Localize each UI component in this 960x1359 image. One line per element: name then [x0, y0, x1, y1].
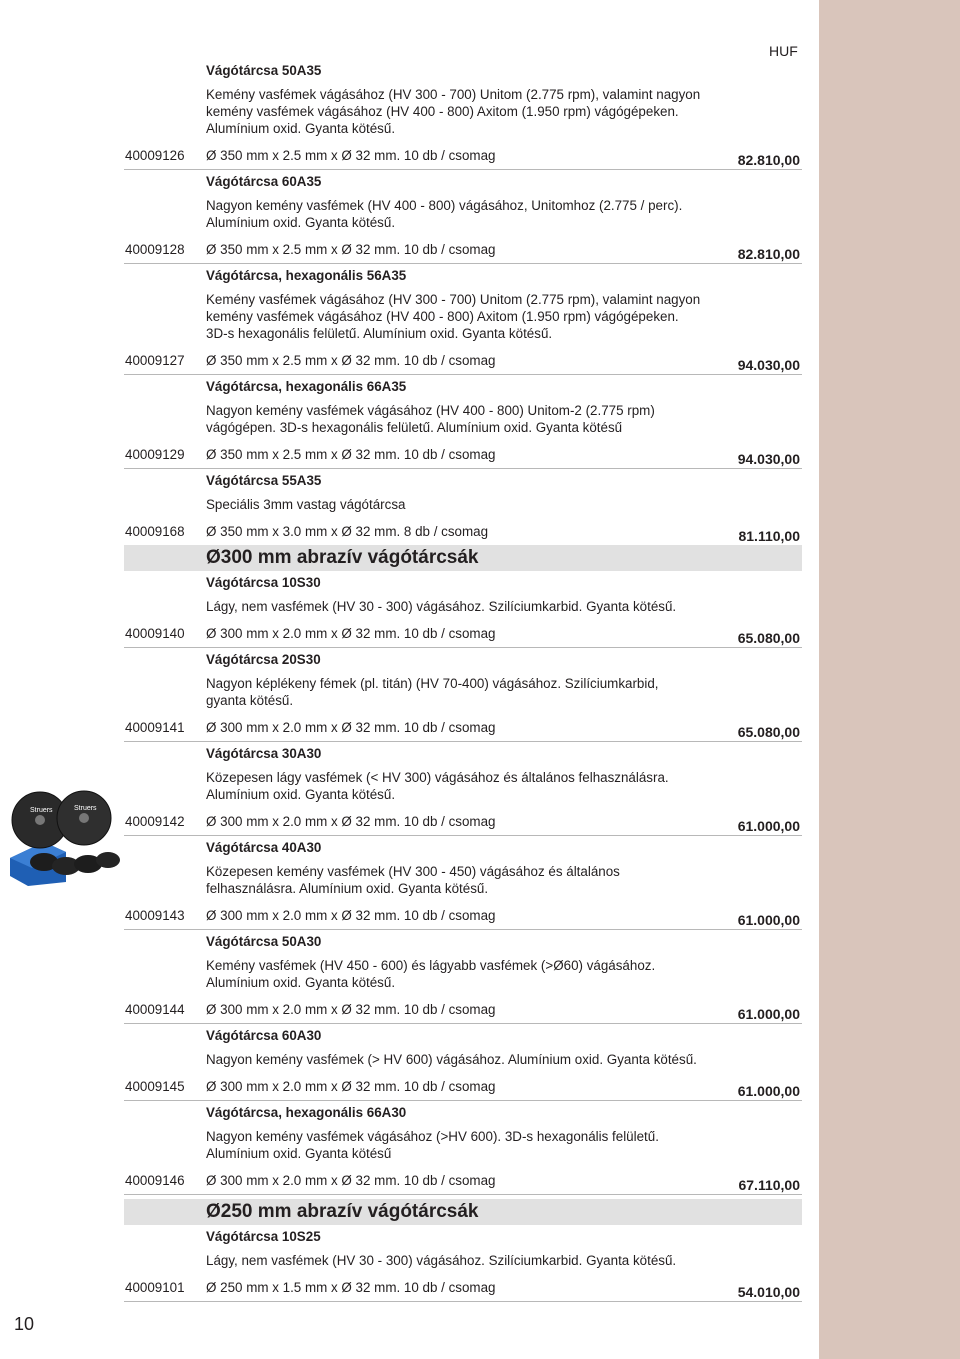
- product-price: 61.000,00: [737, 1083, 800, 1099]
- page-number: 10: [14, 1314, 35, 1334]
- products-300-table: [124, 545, 802, 1195]
- product-spec: Ø 350 mm x 2.5 mm x Ø 32 mm. 10 db / csomag: [206, 242, 496, 257]
- product-price: 54.010,00: [737, 1284, 800, 1300]
- product-spec: Ø 350 mm x 2.5 mm x Ø 32 mm. 10 db / csomag: [206, 353, 496, 368]
- product-price: 82.810,00: [737, 246, 800, 262]
- currency-label: HUF: [769, 43, 798, 59]
- product-description: Speciális 3mm vastag vágótárcsa: [206, 497, 406, 512]
- products-250-table: [124, 1199, 802, 1302]
- section-title: Ø250 mm abrazív vágótárcsák: [206, 1201, 479, 1222]
- product-item: [124, 742, 802, 836]
- product-price: 67.110,00: [738, 1177, 800, 1193]
- product-spec: Ø 300 mm x 2.0 mm x Ø 32 mm. 10 db / csomag: [206, 908, 496, 923]
- product-name: Vágótárcsa 10S25: [206, 1229, 321, 1244]
- right-sidebar-band: [819, 0, 960, 1359]
- product-code: 40009101: [125, 1280, 185, 1295]
- product-description: Kemény vasfémek (HV 450 - 600) és lágyabb vasfémek (>Ø60) vágásához. Alumínium oxid. Gyanta kötésű.: [206, 958, 656, 990]
- product-spec-row: [124, 806, 802, 836]
- product-code: 40009140: [125, 626, 185, 641]
- product-price: 81.110,00: [738, 528, 800, 544]
- product-spec-row: [124, 994, 802, 1024]
- product-spec-row: [124, 618, 802, 648]
- product-name: Vágótárcsa 50A30: [206, 934, 322, 949]
- product-code: 40009168: [125, 524, 185, 539]
- product-price: 94.030,00: [737, 357, 800, 373]
- product-spec: Ø 250 mm x 1.5 mm x Ø 32 mm. 10 db / csomag: [206, 1280, 496, 1295]
- product-name: Vágótárcsa 30A30: [206, 746, 322, 761]
- product-description: Közepesen kemény vasfémek (HV 300 - 450) vágásához és általános felhasználásra. Alumínium oxid. Gyanta kötésű.: [206, 864, 620, 896]
- product-price: 61.000,00: [737, 818, 800, 834]
- product-description: Nagyon kemény vasfémek (HV 400 - 800) vágásához, Unitomhoz (2.775 / perc). Alumínium oxid. Gyanta kötésű.: [206, 198, 683, 230]
- product-item: [124, 930, 802, 1024]
- disc-logo-text: Struers: [74, 805, 97, 812]
- product-price: 65.080,00: [737, 724, 800, 740]
- product-description: Nagyon képlékeny fémek (pl. titán) (HV 70-400) vágásához. Szilíciumkarbid, gyanta kötésű.: [206, 676, 659, 708]
- product-price: 65.080,00: [737, 630, 800, 646]
- products-350-table: [124, 59, 802, 546]
- product-code: 40009127: [125, 353, 185, 368]
- product-item: [124, 469, 802, 546]
- product-code: 40009126: [125, 148, 185, 163]
- product-spec-row: [124, 1071, 802, 1101]
- product-item: [124, 571, 802, 648]
- product-code: 40009144: [125, 1002, 185, 1017]
- product-spec: Ø 300 mm x 2.0 mm x Ø 32 mm. 10 db / csomag: [206, 1002, 496, 1017]
- product-spec-row: [124, 516, 802, 546]
- product-code: 40009129: [125, 447, 185, 462]
- product-description: Lágy, nem vasfémek (HV 30 - 300) vágásához. Szilíciumkarbid. Gyanta kötésű.: [206, 1253, 677, 1268]
- product-code: 40009142: [125, 814, 185, 829]
- product-description: Kemény vasfémek vágásához (HV 300 - 700) Unitom (2.775 rpm), valamint nagyon kemény vasfémek vágásához (HV 400 - 800) Axitom (1.950 rpm) vágógépeken. 3D-s hexagonális felületű. Alumínium oxid. Gyanta kötésű.: [206, 292, 701, 341]
- product-spec: Ø 300 mm x 2.0 mm x Ø 32 mm. 10 db / csomag: [206, 720, 496, 735]
- product-spec-row: [124, 234, 802, 264]
- product-name: Vágótárcsa 40A30: [206, 840, 322, 855]
- product-name: Vágótárcsa 50A35: [206, 63, 322, 78]
- product-spec: Ø 300 mm x 2.0 mm x Ø 32 mm. 10 db / csomag: [206, 626, 496, 641]
- product-item: [124, 59, 802, 170]
- product-name: Vágótárcsa 20S30: [206, 652, 321, 667]
- product-name: Vágótárcsa, hexagonális 56A35: [206, 268, 407, 283]
- product-item: [124, 1225, 802, 1302]
- product-spec-row: [124, 712, 802, 742]
- product-item: [124, 1101, 802, 1195]
- product-description: Közepesen lágy vasfémek (< HV 300) vágásához és általános felhasználásra. Alumínium oxid. Gyanta kötésű.: [206, 770, 669, 802]
- disc-logo-text: Struers: [30, 807, 53, 814]
- product-name: Vágótárcsa 55A35: [206, 473, 322, 488]
- product-spec-row: [124, 900, 802, 930]
- product-description: Kemény vasfémek vágásához (HV 300 - 700) Unitom (2.775 rpm), valamint nagyon kemény vasfémek vágásához (HV 400 - 800) Axitom (1.950 rpm) vágógépeken. Alumínium oxid. Gyanta kötésű.: [206, 87, 701, 136]
- product-item: [124, 170, 802, 264]
- product-name: Vágótárcsa, hexagonális 66A30: [206, 1105, 407, 1120]
- product-item: [124, 648, 802, 742]
- product-spec: Ø 300 mm x 2.0 mm x Ø 32 mm. 10 db / csomag: [206, 814, 496, 829]
- product-code: 40009143: [125, 908, 185, 923]
- product-spec-row: [124, 1272, 802, 1302]
- product-price: 82.810,00: [737, 152, 800, 168]
- section-title: Ø300 mm abrazív vágótárcsák: [206, 547, 479, 568]
- product-name: Vágótárcsa 60A30: [206, 1028, 322, 1043]
- product-price: 94.030,00: [737, 451, 800, 467]
- product-spec-row: [124, 140, 802, 170]
- product-description: Nagyon kemény vasfémek vágásához (>HV 600). 3D-s hexagonális felületű. Alumínium oxid. Gyanta kötésű: [206, 1129, 659, 1161]
- product-spec: Ø 350 mm x 2.5 mm x Ø 32 mm. 10 db / csomag: [206, 148, 496, 163]
- product-code: 40009145: [125, 1079, 185, 1094]
- product-spec-row: [124, 439, 802, 469]
- product-spec: Ø 300 mm x 2.0 mm x Ø 32 mm. 10 db / csomag: [206, 1173, 496, 1188]
- product-code: 40009128: [125, 242, 185, 257]
- product-name: Vágótárcsa, hexagonális 66A35: [206, 379, 407, 394]
- product-item: [124, 375, 802, 469]
- product-name: Vágótárcsa 60A35: [206, 174, 322, 189]
- product-code: 40009141: [125, 720, 185, 735]
- section-header: [124, 545, 802, 571]
- cutting-discs-product-image: [4, 790, 122, 890]
- product-price: 61.000,00: [737, 1006, 800, 1022]
- product-description: Lágy, nem vasfémek (HV 30 - 300) vágásához. Szilíciumkarbid. Gyanta kötésű.: [206, 599, 677, 614]
- product-item: [124, 264, 802, 375]
- product-spec-row: [124, 345, 802, 375]
- product-description: Nagyon kemény vasfémek vágásához (HV 400 - 800) Unitom-2 (2.775 rpm) vágógépen. 3D-s hexagonális felületű. Alumínium oxid. Gyanta kötésű: [206, 403, 655, 435]
- product-spec: Ø 350 mm x 2.5 mm x Ø 32 mm. 10 db / csomag: [206, 447, 496, 462]
- product-description: Nagyon kemény vasfémek (> HV 600) vágásához. Alumínium oxid. Gyanta kötésű.: [206, 1052, 697, 1067]
- product-spec: Ø 350 mm x 3.0 mm x Ø 32 mm. 8 db / csomag: [206, 524, 489, 539]
- product-item: [124, 1024, 802, 1101]
- product-price: 61.000,00: [737, 912, 800, 928]
- product-name: Vágótárcsa 10S30: [206, 575, 321, 590]
- product-item: [124, 836, 802, 930]
- product-spec-row: [124, 1165, 802, 1195]
- product-code: 40009146: [125, 1173, 185, 1188]
- section-header: [124, 1199, 802, 1225]
- product-spec: Ø 300 mm x 2.0 mm x Ø 32 mm. 10 db / csomag: [206, 1079, 496, 1094]
